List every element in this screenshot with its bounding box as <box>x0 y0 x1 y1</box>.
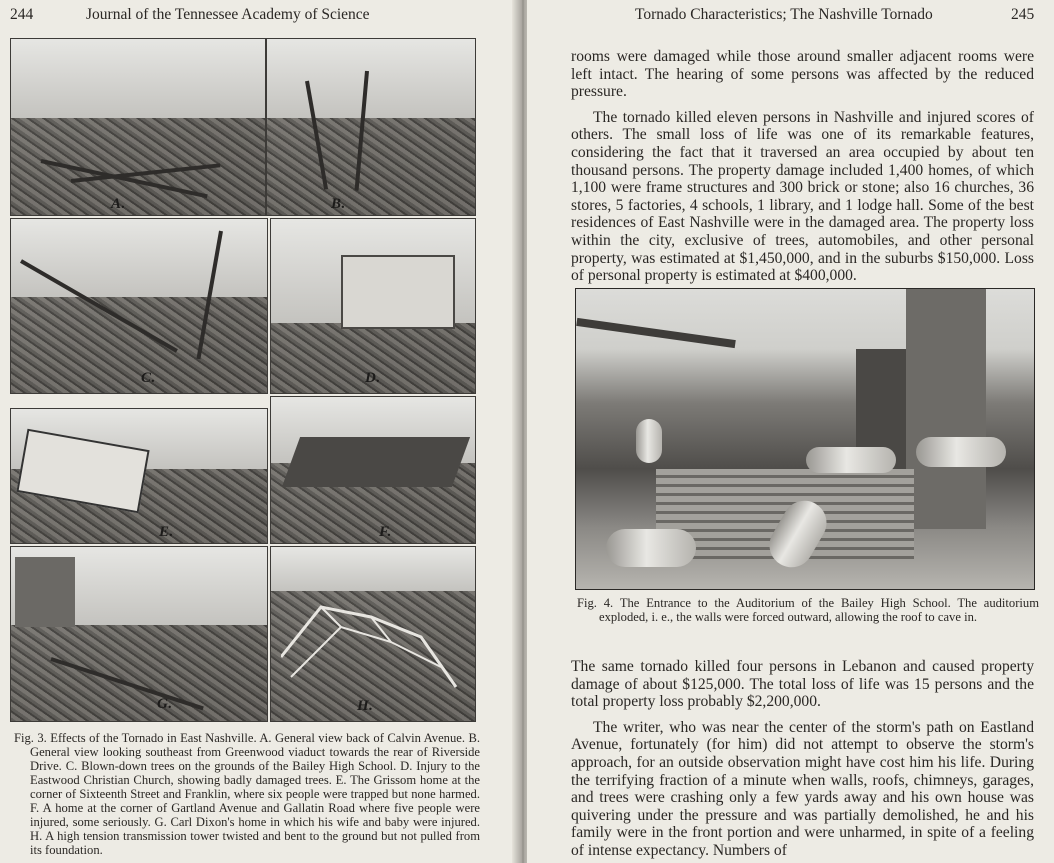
right-running-head: Tornado Characteristics; The Nashville Tornado <box>635 6 933 23</box>
photo-h <box>270 546 476 722</box>
fig4-label: Fig. 4. <box>577 596 614 610</box>
fig3-label: Fig. 3. <box>14 731 47 745</box>
paragraph: rooms were damaged while those around smaller adjacent rooms were left intact. The hearing of some persons was affected by the reduced pressure. <box>571 48 1034 101</box>
paragraph: The writer, who was near the center of the storm's path on Eastland Avenue, fortunately (for him) did not attempt to observe the storm's approach, for an outside observation might have cost him his life. During the terrifying fraction of a minute when walls, roofs, chimneys, garages, and trees were crashing only a few yards away and his own house was quivering under the pressure and was partially demolished, he and his family were in the front portion and were unharmed, in spite of a feeling of intense expectancy. Numbers of <box>571 718 1034 859</box>
paragraph: The tornado killed eleven persons in Nashville and injured scores of others. The small loss of life was one of its remarkable features, considering the fact that it traversed an area occupied by about ten thousand persons. The property damage included 1,400 homes, of which 1,100 were frame structures and 300 brick or stone; also 16 churches, 36 stores, 5 factories, 4 schools, 1 library, and 1 lodge hall. Some of the best residences of East Nashville were in the damaged area. The property loss within the city, exclusive of trees, automobiles, and other personal property, was estimated at $1,450,000, and in the suburbs $150,000. Loss of personal property is estimated at $400,000. <box>571 108 1034 285</box>
right-page <box>527 0 1054 863</box>
photo-label-f: F. <box>379 524 392 540</box>
photo-label-h: H. <box>357 698 374 714</box>
photo-d <box>270 218 476 394</box>
fig4-caption <box>577 597 1039 624</box>
photo-f <box>270 396 476 544</box>
photo-label-b: B. <box>331 196 346 212</box>
photo-label-g: G. <box>157 696 173 712</box>
body-text-bottom <box>571 658 1034 860</box>
tower-sketch <box>281 597 461 697</box>
fig4-caption-text: The Entrance to the Auditorium of the Bailey High School. The auditorium exploded, i. e., the walls were forced outward, allowing the roof to cave in. <box>599 596 1040 624</box>
photo-label-e: E. <box>159 524 174 540</box>
photo-label-d: D. <box>365 370 381 386</box>
photo-b <box>266 38 476 216</box>
left-page-number: 244 <box>10 6 34 23</box>
photo-label-c: C. <box>141 370 156 386</box>
right-page-number: 245 <box>1011 6 1035 23</box>
body-text-top <box>571 48 1034 285</box>
fig3-photo-grid <box>10 38 476 722</box>
photo-e <box>10 408 268 544</box>
fig3-caption-text: Effects of the Tornado in East Nashville. A. General view back of Calvin Avenue. B. General view looking southeast from Greenwood viaduct towards the rear of Riverside Drive. C. Blown-down trees on the grounds of the Bailey High School. D. Injury to the Eastwood Christian Church, showing badly damaged trees. E. The Grissom home at the corner of Sixteenth Street and Franklin, where six people were trapped but none harmed. F. A home at the corner of Gartland Avenue and Gallatin Road where five people were injured, some seriously. G. Carl Dixon's home in which his wife and baby were injured. H. A high tension transmission tower twisted and bent to the ground but not pulled from its foundation. <box>30 731 480 857</box>
photo-g <box>10 546 268 722</box>
fig4-photo <box>575 288 1035 590</box>
left-page <box>0 0 520 863</box>
photo-label-a: A. <box>111 196 126 212</box>
left-running-head: Journal of the Tennessee Academy of Science <box>86 6 370 23</box>
photo-a <box>10 38 266 216</box>
fig3-caption <box>14 731 480 857</box>
photo-c <box>10 218 268 394</box>
paragraph: The same tornado killed four persons in Lebanon and caused property damage of about $125,000. The total loss of life was 15 persons and the total property loss probably $2,200,000. <box>571 658 1034 711</box>
